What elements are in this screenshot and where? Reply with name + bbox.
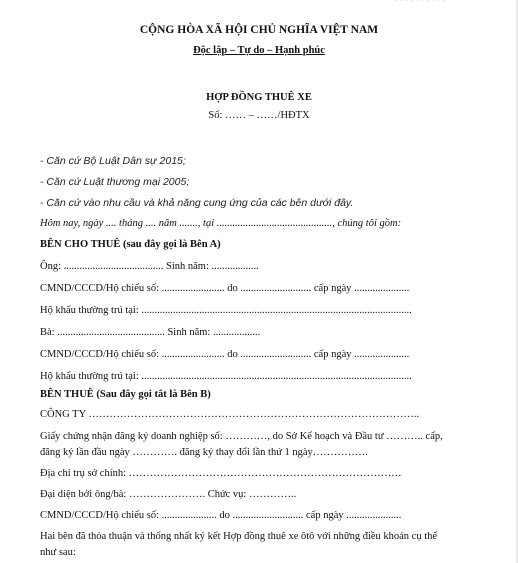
party-a-mr-line: Ông: ...................................... Sinh năm: .................. bbox=[40, 261, 259, 272]
contract-number: Số: …… – ……/HĐTX bbox=[208, 110, 310, 121]
party-a-heading: BÊN CHO THUÊ (sau đây gọi là Bên A) bbox=[40, 239, 221, 250]
contract-title: HỢP ĐỒNG THUÊ XE bbox=[206, 92, 312, 103]
party-a-id-line-2: CMND/CCCD/Hộ chiếu số: ........................ do ........................... cấp ngày ..................... bbox=[40, 349, 410, 360]
agreement-statement: Hai bên đã thỏa thuận và thống nhất ký kết Hợp đồng thuê xe ôtô với những điều khoản cụ thể bbox=[40, 531, 438, 542]
party-b-representative-line: Đại diện bởi ông/bà: …………………. Chức vụ: ………….. bbox=[40, 489, 297, 500]
basis-commercial-law: - Căn cứ Luật thương mại 2005; bbox=[40, 176, 190, 188]
top-cut-fragment bbox=[395, 0, 475, 3]
party-a-mrs-line: Bà: ......................................... Sinh năm: .................. bbox=[40, 327, 261, 338]
party-a-id-line-1: CMND/CCCD/Hộ chiếu số: ........................ do ........................... cấp ngày ..................... bbox=[40, 283, 410, 294]
party-b-registration-line: Giấy chứng nhận đăng ký doanh nghiệp số: …………, do Sở Kế hoạch và Đầu tư ……….. cấp, bbox=[40, 431, 443, 442]
agreement-statement-end: như sau: bbox=[40, 547, 76, 558]
nation-heading: CỘNG HÒA XÃ HỘI CHỦ NGHĨA VIỆT NAM bbox=[139, 24, 379, 36]
basis-needs: - Căn cứ vào nhu cầu và khả năng cung ứng của các bên dưới đây. bbox=[40, 197, 354, 209]
date-place-line: Hôm nay, ngày .... tháng .... năm ......., tại ............................................, chúng tôi gồm: bbox=[40, 218, 402, 229]
party-b-heading: BÊN THUÊ (Sau đây gọi tắt là Bên B) bbox=[40, 389, 211, 400]
party-b-company-line: CÔNG TY ………………………………………………………………………………….. bbox=[40, 409, 420, 420]
party-a-residence-line-2: Hộ khẩu thường trú tại: ....................................................................................................... bbox=[40, 371, 412, 382]
party-b-registration-date-line: đăng ký lần đầu ngày …………. đăng ký thay đổi lần thứ 1 ngày……………. bbox=[40, 447, 368, 458]
party-b-address-line: Địa chỉ trụ sở chính: …………………………………………………………………… bbox=[40, 468, 402, 479]
party-b-id-line: CMND/CCCD/Hộ chiếu số: ..................... do ........................... cấp ngày ..................... bbox=[40, 510, 402, 521]
party-a-residence-line-1: Hộ khẩu thường trú tại: ....................................................................................................... bbox=[40, 305, 412, 316]
motto: Độc lập – Tự do – Hạnh phúc bbox=[193, 45, 325, 56]
basis-civil-code: - Căn cứ Bộ Luật Dân sự 2015; bbox=[40, 155, 186, 167]
